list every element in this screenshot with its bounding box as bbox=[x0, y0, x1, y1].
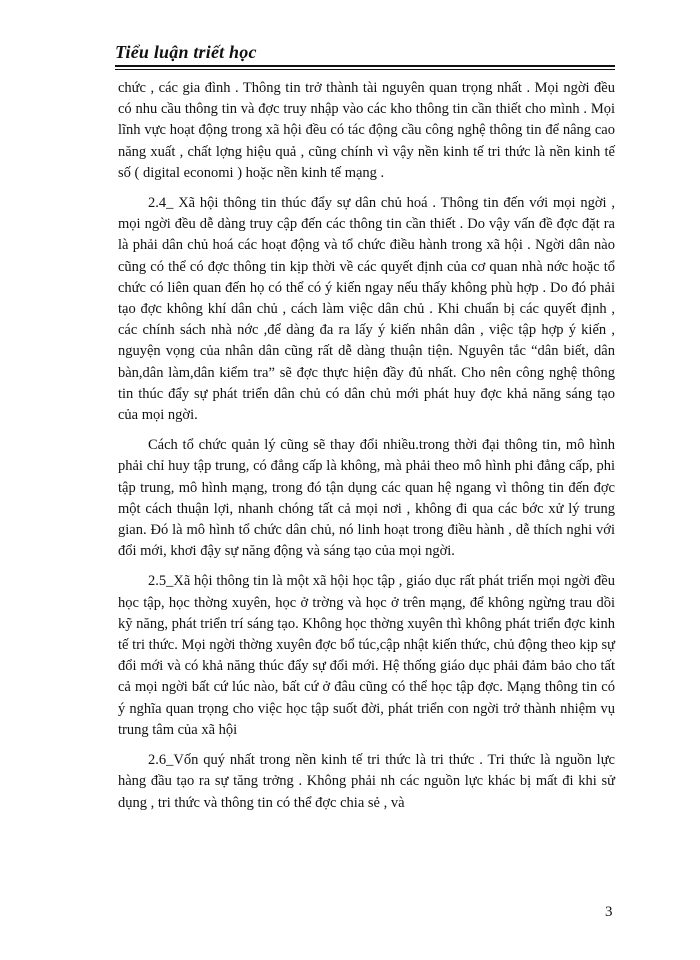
page-header bbox=[115, 38, 615, 68]
paragraph-management: Cách tổ chức quản lý cũng sẽ thay đổi nhiều.trong thời đại thông tin, mô hình phải chỉ huy tập trung, có đẳng cấp là không, mà phải theo mô hình phi đẳng cấp, phi tập trung, mô hình mạng, trong đó tận dụng các quan hệ ngang vì thông tin đến đợc một cách thuận lợi, nhanh chóng tất cả mọi nơi , không đi qua các bớc xử lý trung gian. Đó là mô hình tổ chức dân chủ, nó linh hoạt trong điều hành , dễ thích nghi với đổi mới, khơi đậy sự năng động và sáng tạo của mọi ngời. bbox=[118, 437, 615, 560]
paragraph-section-2-6: 2.6_Vốn quý nhất trong nền kinh tế tri thức là tri thức . Tri thức là nguồn lực hàng đầu tạo ra sự tăng trởng . Không phải nh các nguồn lực khác bị mất đi khi sử dụng , tri thức và thông tin có thể đợc chia sẻ , và bbox=[118, 752, 615, 811]
paragraph-section-2-5: 2.5_Xã hội thông tin là một xã hội học tập , giáo dục rất phát triển mọi ngời đều học tập, học thờng xuyên, học ở trờng và học ở trên mạng, để không ngừng trau dồi kỹ năng, phát triển trí sáng tạo. Không học thờng xuyên thì không phát triển đợc kinh tế tri thức. Mọi ngời thờng xuyên đợc bổ túc,cập nhật kiến thức, chủ động theo kịp sự đổi mới và có khả năng thúc đẩy sự đổi mới. Hệ thống giáo dục phải đảm bảo cho tất cả mọi ngời bất cứ lúc nào, bất cứ ở đâu cũng có thể học tập đợc. Mạng thông tin có ý nghĩa quan trọng cho việc học tập suốt đời, phát triển con ngời trở thành nhiệm vụ trung tâm của xã hội bbox=[118, 573, 615, 738]
header-rule-thin bbox=[115, 69, 615, 70]
paragraph-section-2-4: 2.4_ Xã hội thông tin thúc đẩy sự dân chủ hoá . Thông tin đến với mọi ngời , mọi ngời đều dễ dàng truy cập đến các thông tin cần thiết . Do vậy vấn đề đợc đặt ra là phải dân chủ hoá các hoạt động và tổ chức điều hành trong xã hội . Ngời dân nào cũng có thể có đợc thông tin kịp thời về các quyết định của cơ quan nhà nớc hoặc tổ chức có liên quan đến họ có thể có ý kiến ngay nếu thấy không phù hợp . Do đó phải tạo đợc không khí dân chủ , cách làm việc dân chủ . Khi chuẩn bị các quyết định , các chính sách nhà nớc ,để dàng đa ra lấy ý kiến nhân dân , việc tập hợp ý kiến , nguyện vọng của nhân dân cũng rất dễ dàng thuận tiện. Nguyên tắc “dân biết, dân bàn,dân làm,dân kiểm tra” sẽ đợc thực hiện đầy đủ nhất. Cho nên công nghệ thông tin thúc đẩy sự phát triển dân chủ có dân chủ mới phát huy đợc khả năng sáng tạo của mọi ngời. bbox=[118, 195, 615, 424]
paragraph-continuation: chức , các gia đình . Thông tin trở thành tài nguyên quan trọng nhất . Mọi ngời đều có nhu cầu thông tin và đợc truy nhập vào các kho thông tin cần thiết cho mình . Mọi lĩnh vực hoạt động trong xã hội đều có tác động cầu công nghệ thông tin để nâng cao năng xuất , chất lợng hiệu quả , cũng chính vì vậy nền kinh tế tri thức là nền kinh tế số ( digital economi ) hoặc nền kinh tế mạng . bbox=[118, 80, 615, 181]
document-body bbox=[118, 78, 615, 814]
header-rule bbox=[115, 65, 615, 67]
page-number: 3 bbox=[605, 904, 613, 920]
header-title: Tiểu luận triết học bbox=[115, 42, 257, 62]
